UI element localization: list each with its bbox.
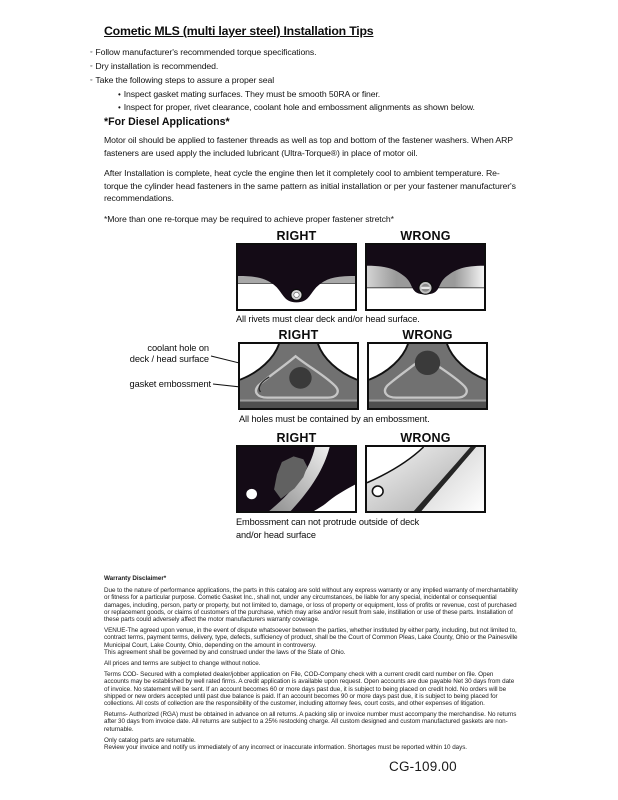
figure1-wrong-panel xyxy=(365,243,486,311)
figure2-wrong-panel xyxy=(367,342,488,410)
disclaimer-paragraph: All prices and terms are subject to change without notice. xyxy=(104,660,261,668)
installation-tips-list xyxy=(0,46,540,114)
rivet-clearance-wrong-diagram xyxy=(367,245,484,309)
list-item xyxy=(118,88,540,101)
embossment-wrong-diagram xyxy=(367,447,484,511)
bullet-icon: • xyxy=(118,103,121,112)
section-heading: *For Diesel Applications* xyxy=(104,116,230,128)
warranty-disclaimer xyxy=(104,575,518,755)
list-item xyxy=(90,46,540,60)
diesel-applications-section xyxy=(104,116,516,234)
coolant-hole-wrong-diagram xyxy=(369,344,486,408)
paragraph: *More than one re-torque may be required to achieve proper fastener stretch* xyxy=(104,213,394,224)
disclaimer-paragraph: Terms COD- Secured with a completed dealer/jobber application on File, COD-Company check with a current credit card number on file. Open accounts may be established by well rated firms. A credit application is available upon request. Open accounts are due payable Net 30 days from date of invoice. No statement will be sent. If an account becomes 60 or more days past due, it is subject to being placed on credit hold. No orders will be shipped or new orders accepted until past due balance is paid. If an account becomes 90 or more days past due, it is subject to being placed for collections. All costs of collection are the responsibility of the customer, including attorney fees, court costs, and other expenses of litigation. xyxy=(104,671,515,708)
figure1-caption: All rivets must clear deck and/or head surface. xyxy=(236,314,420,324)
figure2-right-label: RIGHT xyxy=(278,328,319,342)
disclaimer-paragraph: Due to the nature of performance applications, the parts in this catalog are sold without any express warranty or any implied warranty of merchantability or fitness for a particular purpose. Cometic Gasket Inc., shall not, under any circumstances, be liable for any special, incidental or consequential damages, including, person, party or property, but not limited to, damage, or loss of property or equipment, loss of profits or revenue, cost of purchased or replacement goods, or claims of customers of the purchase, which may arise and/or result from sale, instillation or use of these parts. Installation of these parts could adversely affect the motor manufacturers warranty coverage. xyxy=(104,587,518,624)
rivet-clearance-right-diagram xyxy=(238,245,355,309)
figure1-wrong-label: WRONG xyxy=(400,229,451,243)
gasket-embossment-annotation: gasket embossment xyxy=(129,379,211,389)
tip-text: Follow manufacturer's recommended torque specifications. xyxy=(95,47,317,57)
disclaimer-paragraph: Review your invoice and notify us immediately of any incorrect or inaccurate information. Shortages must be reported within 10 days. xyxy=(104,744,467,752)
paragraph: Motor oil should be applied to fastener threads as well as top and bottom of the fastener washers. When ARP fasteners are used apply the included lubricant (Ultra-Torque®) in place of motor oil. xyxy=(104,135,513,158)
figure3-right-panel xyxy=(236,445,357,513)
embossment-right-diagram xyxy=(238,447,355,511)
bullet-icon: • xyxy=(118,90,121,99)
bullet-icon: ◦ xyxy=(90,63,93,70)
figure3-wrong-panel xyxy=(365,445,486,513)
bullet-icon: ◦ xyxy=(90,77,93,84)
disclaimer-heading: Warranty Disclaimer* xyxy=(104,575,167,582)
figure2-wrong-label: WRONG xyxy=(402,328,453,342)
tip-text: Inspect for proper, rivet clearance, coolant hole and embossment alignments as shown below. xyxy=(123,102,475,112)
figure2-caption: All holes must be contained by an embossment. xyxy=(239,414,430,424)
disclaimer-paragraph: This agreement shall be governed by and construed under the laws of the State of Ohio. xyxy=(104,648,346,656)
bullet-icon: ◦ xyxy=(90,49,93,56)
figure1-right-label: RIGHT xyxy=(276,229,317,243)
disclaimer-paragraph: VENUE-The agreed upon venue, in the event of dispute whatsoever between the parties, whether instituted by either party, including, but not limited to, contract terms, payment terms, delivery, type, defects, sufficiency of product, shall be the Court of Common Pleas, Lake County, Ohio or the Painesville Municipal Court, Lake County, Ohio, depending on the amount in controversy. xyxy=(104,627,518,649)
list-item xyxy=(90,60,540,74)
figure1-right-panel xyxy=(236,243,357,311)
list-item xyxy=(118,101,540,114)
tip-text: Inspect gasket mating surfaces. They must be smooth 50RA or finer. xyxy=(123,89,381,99)
coolant-hole-annotation: coolant hole on deck / head surface xyxy=(129,343,209,364)
tip-text: Dry installation is recommended. xyxy=(95,61,219,71)
figure3-caption: Embossment can not protrude outside of deck and/or head surface xyxy=(236,517,420,540)
figure2-right-panel xyxy=(238,342,359,410)
paragraph: After Installation is complete, heat cycle the engine then let it completely cool to ambient temperature. Re-torque the cylinder head fasteners in the same pattern as initial installation or per your fastener manufacturer's recommendations. xyxy=(104,168,516,204)
disclaimer-paragraph: Only catalog parts are returnable. xyxy=(104,736,196,744)
coolant-hole-right-diagram xyxy=(240,344,357,408)
figure3-right-label: RIGHT xyxy=(276,431,317,445)
figure3-wrong-label: WRONG xyxy=(400,431,451,445)
page-title: Cometic MLS (multi layer steel) Installation Tips xyxy=(104,24,374,38)
tip-text: Take the following steps to assure a proper seal xyxy=(95,75,275,85)
list-item xyxy=(90,74,540,88)
page-code: CG-109.00 xyxy=(389,759,457,774)
disclaimer-paragraph: Returns- Authorized (RGA) must be obtained in advance on all returns. A packing slip or invoice number must accompany the merchandise. No returns after 30 days from invoice date. All returns are subject to a 25% restocking charge. All custom designed and custom manufactured gaskets are non-returnable. xyxy=(104,711,517,733)
